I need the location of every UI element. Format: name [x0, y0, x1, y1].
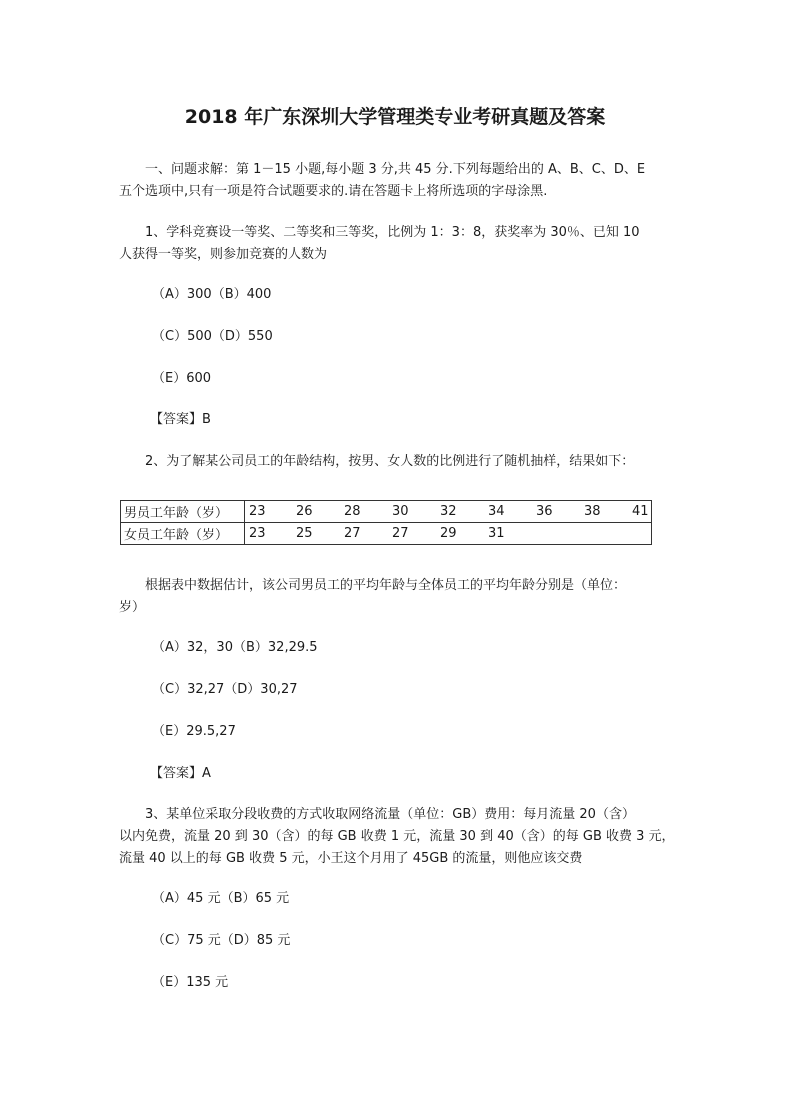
question-3-option: （C）75 元（D）85 元: [152, 933, 291, 948]
question-1-option: （E）600: [152, 371, 212, 386]
section-instructions-line: 一、问题求解：第 1－15 小题,每小题 3 分,共 45 分.下列每题给出的 A、B、C、D、E: [145, 162, 646, 177]
document-title: 2018 年广东深圳大学管理类专业考研真题及答案: [184, 106, 606, 128]
question-1-text: 人获得一等奖，则参加竞赛的人数为: [119, 247, 328, 262]
question-2-option: （A）32，30（B）32,29.5: [152, 640, 318, 655]
question-3-option: （E）135 元: [152, 975, 229, 990]
question-2-text: 岁）: [119, 600, 146, 615]
table-row-label: 男员工年龄（岁）: [121, 501, 245, 523]
question-1-answer: 【答案】B: [150, 412, 211, 427]
age-table: [120, 500, 652, 545]
table-row-label: 女员工年龄（岁）: [121, 523, 245, 545]
table-cell: 28: [344, 504, 361, 519]
question-1-option: （C）500（D）550: [152, 329, 273, 344]
table-cell: 32: [440, 504, 457, 519]
question-2-option: （E）29.5,27: [152, 724, 236, 739]
table-cell: 34: [488, 504, 505, 519]
table-cell: 26: [296, 504, 313, 519]
table-row-values: [245, 501, 652, 523]
question-2-text: 2、为了解某公司员工的年龄结构，按男、女人数的比例进行了随机抽样，结果如下：: [145, 454, 635, 469]
table-row: [121, 501, 652, 523]
question-3-text: 流量 40 以上的每 GB 收费 5 元，小王这个月用了 45GB 的流量，则他应该交费: [119, 851, 583, 866]
question-2-answer: 【答案】A: [150, 766, 211, 781]
table-row: [121, 523, 652, 545]
table-row-values: [245, 523, 652, 545]
question-1-text: 1、学科竞赛设一等奖、二等奖和三等奖，比例为 1：3：8，获奖率为 30％、已知 10: [145, 225, 640, 240]
table-cell: 31: [488, 526, 505, 541]
table-cell: 29: [440, 526, 457, 541]
table-cell: 36: [536, 504, 553, 519]
question-3-option: （A）45 元（B）65 元: [152, 891, 290, 906]
table-cell: 38: [584, 504, 601, 519]
table-cell: 41: [632, 504, 649, 519]
section-instructions-line: 五个选项中,只有一项是符合试题要求的.请在答题卡上将所选项的字母涂黑.: [119, 184, 548, 199]
question-3-text: 以内免费，流量 20 到 30（含）的每 GB 收费 1 元，流量 30 到 40（含）的每 GB 收费 3 元，: [119, 829, 675, 844]
table-cell: 27: [392, 526, 409, 541]
table-cell: 30: [392, 504, 409, 519]
table-cell: 23: [249, 526, 266, 541]
question-3-text: 3、某单位采取分段收费的方式收取网络流量（单位：GB）费用：每月流量 20（含）: [145, 807, 635, 822]
question-1-option: （A）300（B）400: [152, 287, 272, 302]
question-2-option: （C）32,27（D）30,27: [152, 682, 298, 697]
table-cell: 25: [296, 526, 313, 541]
question-2-text: 根据表中数据估计，该公司男员工的平均年龄与全体员工的平均年龄分别是（单位：: [145, 578, 627, 593]
table-cell: 27: [344, 526, 361, 541]
table-cell: 23: [249, 504, 266, 519]
